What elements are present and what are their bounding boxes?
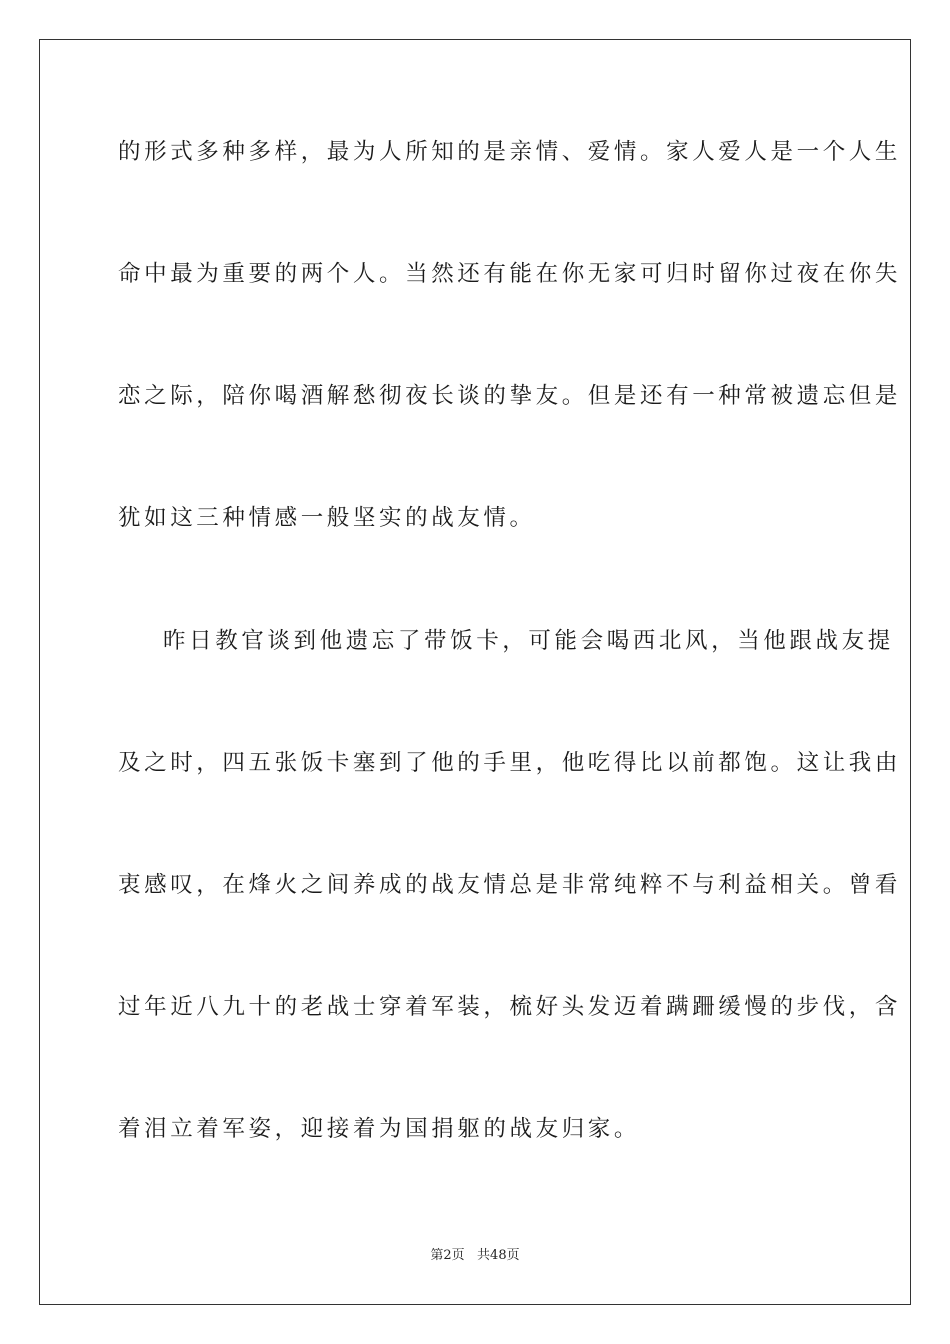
paragraph-line: 恋之际，陪你喝酒解愁彻夜长谈的挚友。但是还有一种常被遗忘但是 [118, 383, 902, 409]
paragraph-line: 衷感叹，在烽火之间养成的战友情总是非常纯粹不与利益相关。曾看 [118, 872, 902, 898]
paragraph-line: 着泪立着军姿，迎接着为国捐躯的战友归家。 [118, 1116, 641, 1142]
page-number-footer: 第2页 共48页 [430, 1248, 520, 1263]
paragraph-line: 命中最为重要的两个人。当然还有能在你无家可归时留你过夜在你失 [118, 261, 902, 287]
paragraph-line: 及之时，四五张饭卡塞到了他的手里，他吃得比以前都饱。这让我由 [118, 750, 902, 776]
paragraph-line: 昨日教官谈到他遗忘了带饭卡，可能会喝西北风，当他跟战友提 [163, 628, 894, 654]
paragraph-line: 的形式多种多样，最为人所知的是亲情、爱情。家人爱人是一个人生 [118, 139, 902, 165]
paragraph-line: 犹如这三种情感一般坚实的战友情。 [118, 505, 536, 531]
paragraph-line: 过年近八九十的老战士穿着军装，梳好头发迈着蹒跚缓慢的步伐，含 [118, 994, 902, 1020]
